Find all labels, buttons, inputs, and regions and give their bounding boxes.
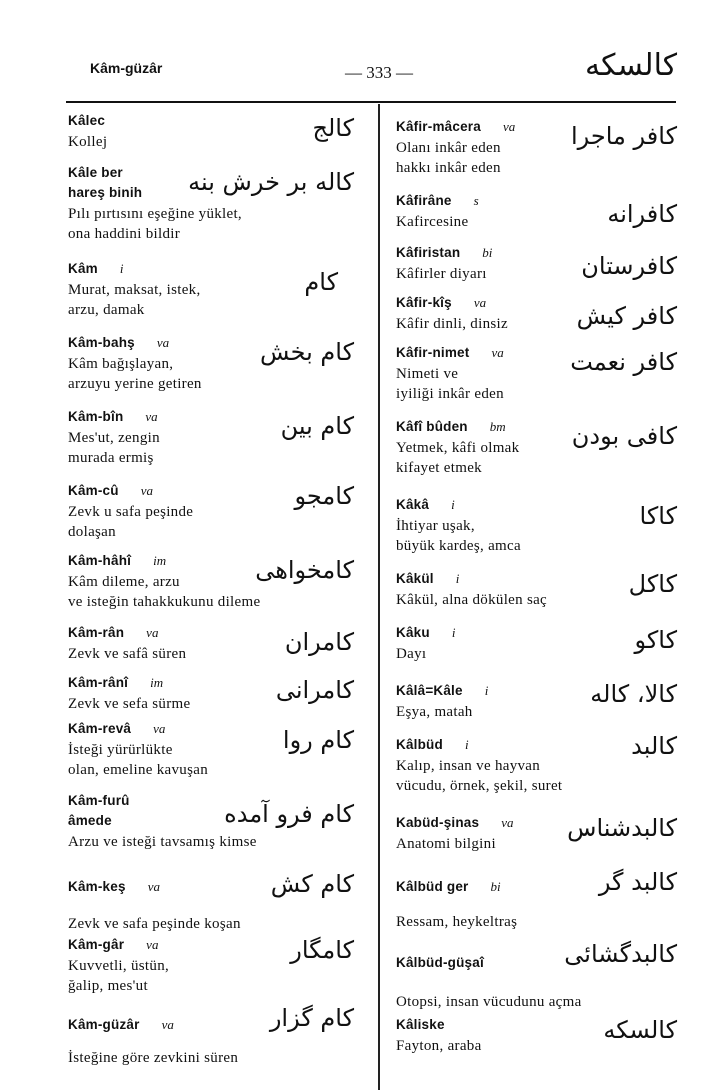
- part-of-speech: i: [451, 497, 455, 512]
- definition: Olanı inkâr eden: [396, 140, 501, 156]
- part-of-speech: va: [473, 295, 487, 310]
- headword: Kâlbüd-güşaî: [396, 955, 484, 970]
- headword: Kabüd-şinas: [396, 815, 480, 830]
- headword: Kâkâ: [396, 497, 430, 512]
- headword: Kâfir-kîş: [396, 295, 452, 310]
- part-of-speech: im: [150, 675, 164, 690]
- headword: Kâfirâne: [396, 193, 452, 208]
- entry: [68, 112, 358, 152]
- definition: Pılı pırtısını eşeğine yüklet,: [68, 206, 242, 222]
- entry: [68, 624, 358, 664]
- definition: ve isteğin tahakkukunu dileme: [68, 594, 261, 610]
- headword: Kâm-bîn: [68, 409, 124, 424]
- arabic-script: كالبد: [631, 732, 677, 760]
- guide-word-left: Kâm-güzâr: [90, 60, 163, 76]
- arabic-script: كالبدشناس: [567, 814, 677, 842]
- headword: Kâfir-mâcera: [396, 119, 481, 134]
- definition: olan, emeline kavuşan: [68, 762, 209, 778]
- part-of-speech: s: [473, 193, 479, 208]
- definition: Mes'ut, zengin: [68, 430, 160, 446]
- arabic-script: كالج: [312, 114, 354, 142]
- part-of-speech: i: [455, 571, 460, 586]
- part-of-speech: bi: [490, 879, 501, 894]
- definition: Kafircesine: [396, 214, 469, 230]
- arabic-script: كالبدگشائى: [564, 940, 677, 968]
- headword: Kâlec: [68, 113, 106, 128]
- headword: Kâm-gâr: [68, 937, 125, 952]
- definition: Kâm dileme, arzu: [68, 574, 180, 590]
- entry: [68, 720, 358, 780]
- entry: [68, 936, 358, 996]
- arabic-script: كاكل: [628, 570, 677, 598]
- definition: Kâkül, alna dökülen saç: [396, 592, 548, 608]
- headword: Kâm: [68, 261, 98, 276]
- entry: [68, 164, 358, 244]
- part-of-speech: bi: [482, 245, 493, 260]
- definition: Zevk ve safa peşinde koşan: [68, 916, 241, 932]
- entry: [396, 244, 681, 284]
- headword: Kâm-rân: [68, 625, 125, 640]
- definition: Otopsi, insan vücudunu açma: [396, 994, 582, 1010]
- headword: Kâlbüd ger: [396, 879, 469, 894]
- arabic-script: كاكا: [639, 502, 677, 530]
- part-of-speech: im: [153, 553, 167, 568]
- entry: [396, 624, 681, 664]
- part-of-speech: i: [451, 625, 456, 640]
- part-of-speech: va: [147, 879, 160, 894]
- definition: İsteğine göre zevkini süren: [68, 1050, 239, 1066]
- arabic-script: كام: [304, 268, 338, 296]
- headword-continued: hareş binih: [68, 185, 143, 200]
- arabic-script: كاكو: [634, 626, 677, 654]
- arabic-script: كام فرو آمده: [224, 800, 354, 828]
- definition: arzu, damak: [68, 302, 145, 318]
- entry: [396, 294, 681, 334]
- definition: Kâfirler diyarı: [396, 266, 487, 282]
- part-of-speech: i: [464, 737, 469, 752]
- definition: Murat, maksat, istek,: [68, 282, 201, 298]
- arabic-script: كالبد گر: [598, 868, 677, 896]
- arabic-script: كافر نعمت: [570, 348, 677, 376]
- definition: Nimeti ve: [396, 366, 459, 382]
- definition: dolaşan: [68, 524, 116, 540]
- arabic-script: كافرستان: [581, 252, 677, 280]
- part-of-speech: va: [146, 625, 159, 640]
- entry: [396, 344, 681, 404]
- entry: [68, 674, 358, 714]
- arabic-script: كام روا: [282, 726, 354, 754]
- headword: Kâm-furû: [68, 793, 130, 808]
- part-of-speech: va: [153, 721, 166, 736]
- headword: Kâm-revâ: [68, 721, 132, 736]
- entry: [396, 682, 681, 722]
- headword: Kâliske: [396, 1017, 445, 1032]
- headword: Kâm-rânî: [68, 675, 129, 690]
- part-of-speech: va: [146, 937, 159, 952]
- entry: [68, 792, 358, 852]
- arabic-script: كالا، كاله: [590, 680, 677, 708]
- part-of-speech: bm: [489, 419, 506, 434]
- arabic-script: كامجو: [294, 482, 354, 510]
- definition: Arzu ve isteği tavsamış kimse: [68, 834, 257, 850]
- part-of-speech: va: [491, 345, 504, 360]
- entry: [396, 496, 681, 556]
- headword: Kâku: [396, 625, 430, 640]
- part-of-speech: va: [161, 1017, 174, 1032]
- entry: [68, 870, 358, 934]
- definition: Kollej: [68, 134, 108, 150]
- definition: Zevk u safa peşinde: [68, 504, 194, 520]
- arabic-script: كافرانه: [607, 200, 677, 228]
- entry: [68, 482, 358, 542]
- definition: kifayet etmek: [396, 460, 482, 476]
- part-of-speech: va: [145, 409, 158, 424]
- arabic-script: كافر ماجرا: [571, 122, 677, 150]
- arabic-script: كامرانى: [275, 676, 354, 704]
- arabic-script: كامگار: [290, 936, 354, 964]
- page-header: [0, 0, 725, 100]
- entry: [396, 192, 681, 232]
- headword: Kâlâ=Kâle: [396, 683, 463, 698]
- definition: Anatomi bilgini: [396, 836, 496, 852]
- entry: [396, 868, 681, 932]
- definition: İsteği yürürlükte: [68, 742, 173, 758]
- definition: ğalip, mes'ut: [68, 978, 148, 994]
- definition: Zevk ve safâ süren: [68, 646, 187, 662]
- guide-word-right: كالسكه: [585, 48, 677, 83]
- arabic-script: كام كش: [270, 870, 354, 898]
- page-number: — 333 —: [345, 63, 413, 82]
- definition: Dayı: [396, 646, 427, 662]
- headword: Kâfir-nimet: [396, 345, 470, 360]
- definition: Kalıp, insan ve hayvan: [396, 758, 541, 774]
- headword: Kâm-bahş: [68, 335, 135, 350]
- entry: [396, 732, 681, 796]
- definition: ona haddini bildir: [68, 226, 181, 242]
- definition: Kuvvetli, üstün,: [68, 958, 170, 974]
- headword: Kâfiristan: [396, 245, 461, 260]
- headword-continued: âmede: [68, 813, 112, 828]
- headword: Kâm-hâhî: [68, 553, 132, 568]
- definition: büyük kardeş, amca: [396, 538, 521, 554]
- part-of-speech: va: [501, 815, 514, 830]
- headword: Kâm-cû: [68, 483, 119, 498]
- entry: [396, 940, 681, 1012]
- definition: murada ermiş: [68, 450, 154, 466]
- definition: İhtiyar uşak,: [396, 518, 475, 534]
- entry: [396, 418, 681, 478]
- definition: Ressam, heykeltraş: [396, 914, 518, 930]
- arabic-script: كام بخش: [260, 338, 354, 366]
- part-of-speech: va: [140, 483, 153, 498]
- part-of-speech: i: [119, 261, 124, 276]
- entry: [68, 408, 358, 468]
- entry: [68, 552, 358, 612]
- headword: Kâfî bûden: [396, 419, 468, 434]
- definition: vücudu, örnek, şekil, suret: [396, 778, 563, 794]
- arabic-script: كامخواهى: [255, 556, 354, 584]
- headword: Kâkül: [396, 571, 434, 586]
- definition: iyiliği inkâr eden: [396, 386, 504, 402]
- arabic-script: كافر كيش: [576, 302, 677, 330]
- entry: [68, 1004, 358, 1068]
- part-of-speech: va: [156, 335, 170, 350]
- entry: [396, 570, 681, 610]
- part-of-speech: i: [484, 683, 489, 698]
- column-divider: [378, 104, 380, 1090]
- headword: Kâm-güzâr: [68, 1017, 140, 1032]
- arabic-script: كاله بر خرش بنه: [188, 168, 354, 196]
- definition: Eşya, matah: [396, 704, 473, 720]
- definition: hakkı inkâr eden: [396, 160, 501, 176]
- arabic-script: كامران: [284, 628, 354, 656]
- definition: Fayton, araba: [396, 1038, 482, 1054]
- entry: [68, 260, 358, 320]
- definition: Yetmek, kâfi olmak: [396, 440, 520, 456]
- definition: Zevk ve sefa sürme: [68, 696, 191, 712]
- arabic-script: كالسكه: [603, 1016, 677, 1044]
- part-of-speech: va: [502, 119, 516, 134]
- definition: arzuyu yerine getiren: [68, 376, 202, 392]
- arabic-script: كام گزار: [269, 1004, 354, 1032]
- arabic-script: كافى بودن: [571, 422, 677, 450]
- headword: Kâle ber: [68, 165, 123, 180]
- entry: [68, 334, 358, 394]
- entry: [396, 118, 681, 178]
- arabic-script: كام بين: [280, 412, 354, 440]
- header-rule: [66, 101, 676, 103]
- definition: Kâm bağışlayan,: [68, 356, 174, 372]
- entry: [396, 814, 681, 854]
- headword: Kâlbüd: [396, 737, 443, 752]
- entry: [396, 1016, 681, 1056]
- definition: Kâfir dinli, dinsiz: [396, 316, 508, 332]
- headword: Kâm-keş: [68, 879, 126, 894]
